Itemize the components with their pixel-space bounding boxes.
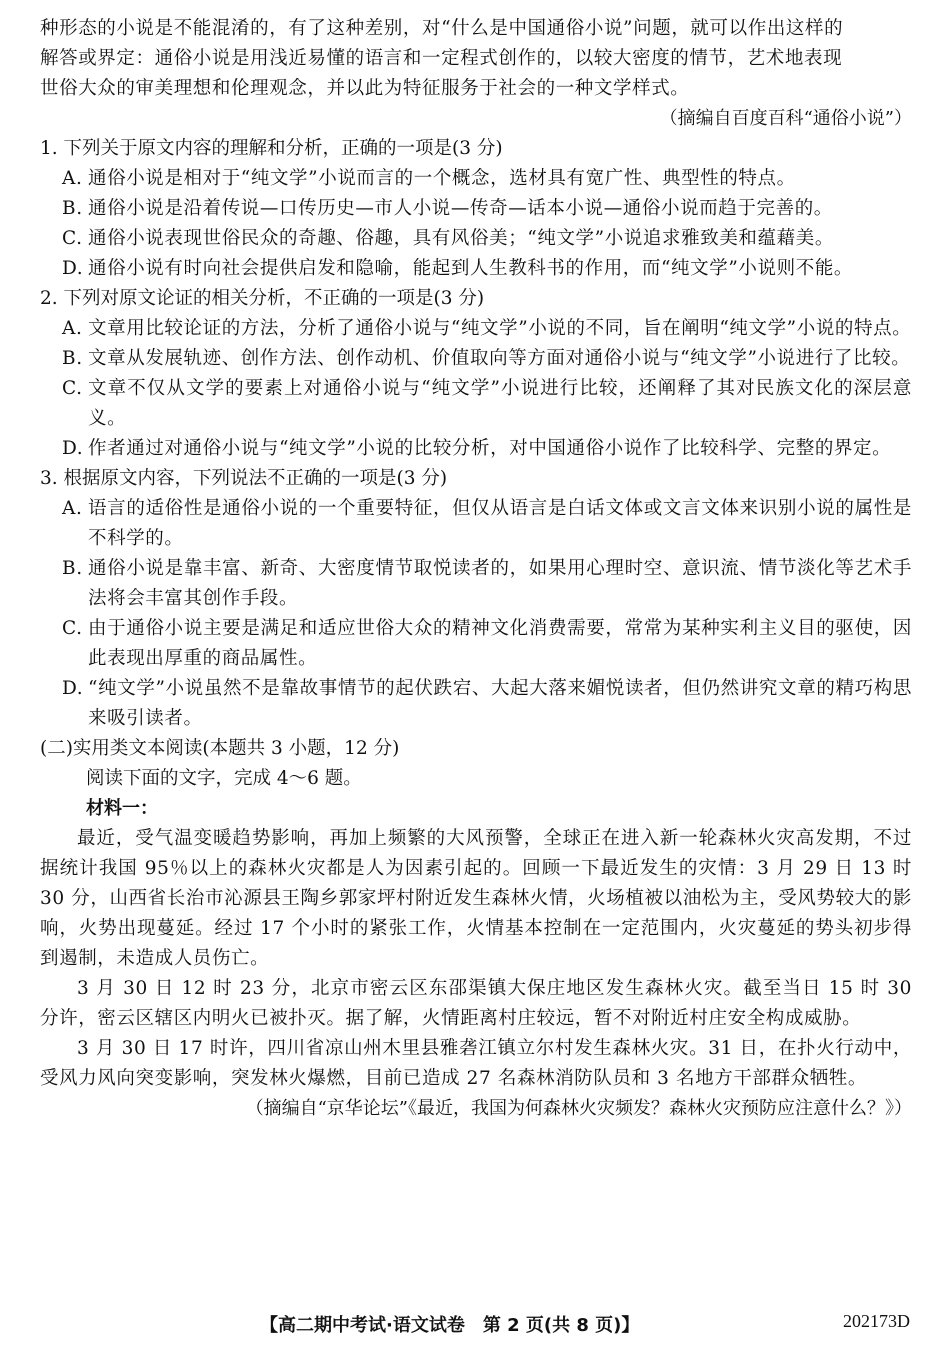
intro-line: 种形态的小说是不能混淆的，有了这种差别，对“什么是中国通俗小说”问题，就可以作出这样的 — [40, 18, 844, 39]
option-text: 通俗小说是沿着传说—口传历史—市人小说—传奇—话本小说—通俗小说而趋于完善的。 — [88, 198, 833, 219]
option-c — [40, 374, 912, 434]
option-text: 通俗小说是相对于“纯文学”小说而言的一个概念，选材具有宽广性、典型性的特点。 — [88, 168, 796, 189]
footer-code: 202173D — [843, 1311, 910, 1331]
question-2 — [40, 284, 912, 464]
question-stem: 2. 下列对原文论证的相关分析，不正确的一项是(3 分) — [40, 288, 485, 309]
option-d — [40, 254, 912, 284]
option-letter: A. — [62, 498, 83, 519]
option-letter: D. — [62, 678, 84, 699]
option-letter: B. — [62, 558, 83, 579]
option-letter: B. — [62, 348, 83, 369]
option-text: 通俗小说是靠丰富、新奇、大密度情节取悦读者的，如果用心理时空、意识流、情节淡化等艺术手法将会丰富其创作手段。 — [88, 558, 912, 609]
option-letter: A. — [62, 168, 83, 189]
option-letter: C. — [62, 228, 83, 249]
option-letter: D. — [62, 438, 84, 459]
option-text: 作者通过对通俗小说与“纯文学”小说的比较分析，对中国通俗小说作了比较科学、完整的界定。 — [88, 438, 892, 459]
section-instruction: 阅读下面的文字，完成 4～6 题。 — [86, 768, 362, 789]
section-title: (二)实用类文本阅读(本题共 3 小题，12 分) — [40, 738, 400, 759]
option-text: 文章用比较论证的方法，分析了通俗小说与“纯文学”小说的不同，旨在阐明“纯文学”小说的特点。 — [88, 318, 912, 339]
option-text: 由于通俗小说主要是满足和适应世俗大众的精神文化消费需要，常常为某种实利主义目的驱使，因此表现出厚重的商品属性。 — [88, 618, 912, 669]
material-source: （摘编自“京华论坛”《最近，我国为何森林火灾频发？森林火灾预防应注意什么？》） — [245, 1098, 912, 1119]
option-letter: A. — [62, 318, 83, 339]
material-paragraph: 3 月 30 日 17 时许，四川省凉山州木里县雅砻江镇立尔村发生森林火灾。31 日，在扑火行动中，受风力风向突变影响，突发林火爆燃，目前已造成 27 名森林消防队员和 3 名地方干部群众牺牲。 — [40, 1038, 912, 1089]
option-text: 通俗小说表现世俗民众的奇趣、俗趣，具有风俗美；“纯文学”小说追求雅致美和蕴藉美。 — [88, 228, 834, 249]
option-a — [40, 494, 912, 554]
practical-reading-section — [40, 734, 912, 1124]
material-paragraph: 最近，受气温变暖趋势影响，再加上频繁的大风预警，全球正在进入新一轮森林火灾高发期，不过据统计我国 95％以上的森林火灾都是人为因素引起的。回顾一下最近发生的灾情：3 月 29 日 13 时 30 分，山西省长治市沁源县王陶乡郭家坪村附近发生森林火情，火场植被以油松为主，受风势较大的影响，火势出现蔓延。经过 17 个小时的紧张工作，火情基本控制在一定范围内，火灾蔓延的势头初步得到遏制，未造成人员伤亡。 — [40, 828, 912, 969]
option-b — [40, 194, 912, 224]
option-letter: B. — [62, 198, 83, 219]
question-1 — [40, 134, 912, 284]
option-d — [40, 674, 912, 734]
option-text: 语言的适俗性是通俗小说的一个重要特征，但仅从语言是白话文体或文言文体来识别小说的属性是不科学的。 — [88, 498, 912, 549]
material-paragraph: 3 月 30 日 12 时 23 分，北京市密云区东邵渠镇大保庄地区发生森林火灾。截至当日 15 时 30 分许，密云区辖区内明火已被扑灭。据了解，火情距离村庄较远，暂不对附近村庄安全构成威胁。 — [40, 978, 912, 1029]
option-a — [40, 314, 912, 344]
option-c — [40, 224, 912, 254]
intro-line: 解答或界定：通俗小说是用浅近易懂的语言和一定程式创作的，以较大密度的情节，艺术地表现 — [40, 48, 843, 69]
footer-page-info: 【高二期中考试·语文试卷 第 2 页(共 8 页)】 — [260, 1315, 640, 1336]
option-b — [40, 344, 912, 374]
option-text: 通俗小说有时向社会提供启发和隐喻，能起到人生教科书的作用，而“纯文学”小说则不能。 — [88, 258, 854, 279]
option-d — [40, 434, 912, 464]
option-text: 文章不仅从文学的要素上对通俗小说与“纯文学”小说进行比较，还阐释了其对民族文化的深层意义。 — [88, 378, 912, 429]
question-stem: 3. 根据原文内容，下列说法不正确的一项是(3 分) — [40, 468, 448, 489]
option-letter: C. — [62, 378, 83, 399]
option-letter: D. — [62, 258, 84, 279]
option-letter: C. — [62, 618, 83, 639]
question-3 — [40, 464, 912, 734]
question-stem: 1. 下列关于原文内容的理解和分析，正确的一项是(3 分) — [40, 138, 503, 159]
option-b — [40, 554, 912, 614]
option-text: 文章从发展轨迹、创作方法、创作动机、价值取向等方面对通俗小说与“纯文学”小说进行了比较。 — [88, 348, 911, 369]
intro-source: （摘编自百度百科“通俗小说”） — [659, 108, 912, 129]
material-label: 材料一： — [86, 798, 158, 819]
option-a — [40, 164, 912, 194]
intro-line: 世俗大众的审美理想和伦理观念，并以此为特征服务于社会的一种文学样式。 — [40, 78, 690, 99]
option-c — [40, 614, 912, 674]
exam-page — [40, 14, 912, 1124]
option-text: “纯文学”小说虽然不是靠故事情节的起伏跌宕、大起大落来媚悦读者，但仍然讲究文章的精巧构思来吸引读者。 — [88, 678, 912, 729]
page-footer — [0, 1311, 950, 1341]
intro-passage — [40, 14, 912, 134]
